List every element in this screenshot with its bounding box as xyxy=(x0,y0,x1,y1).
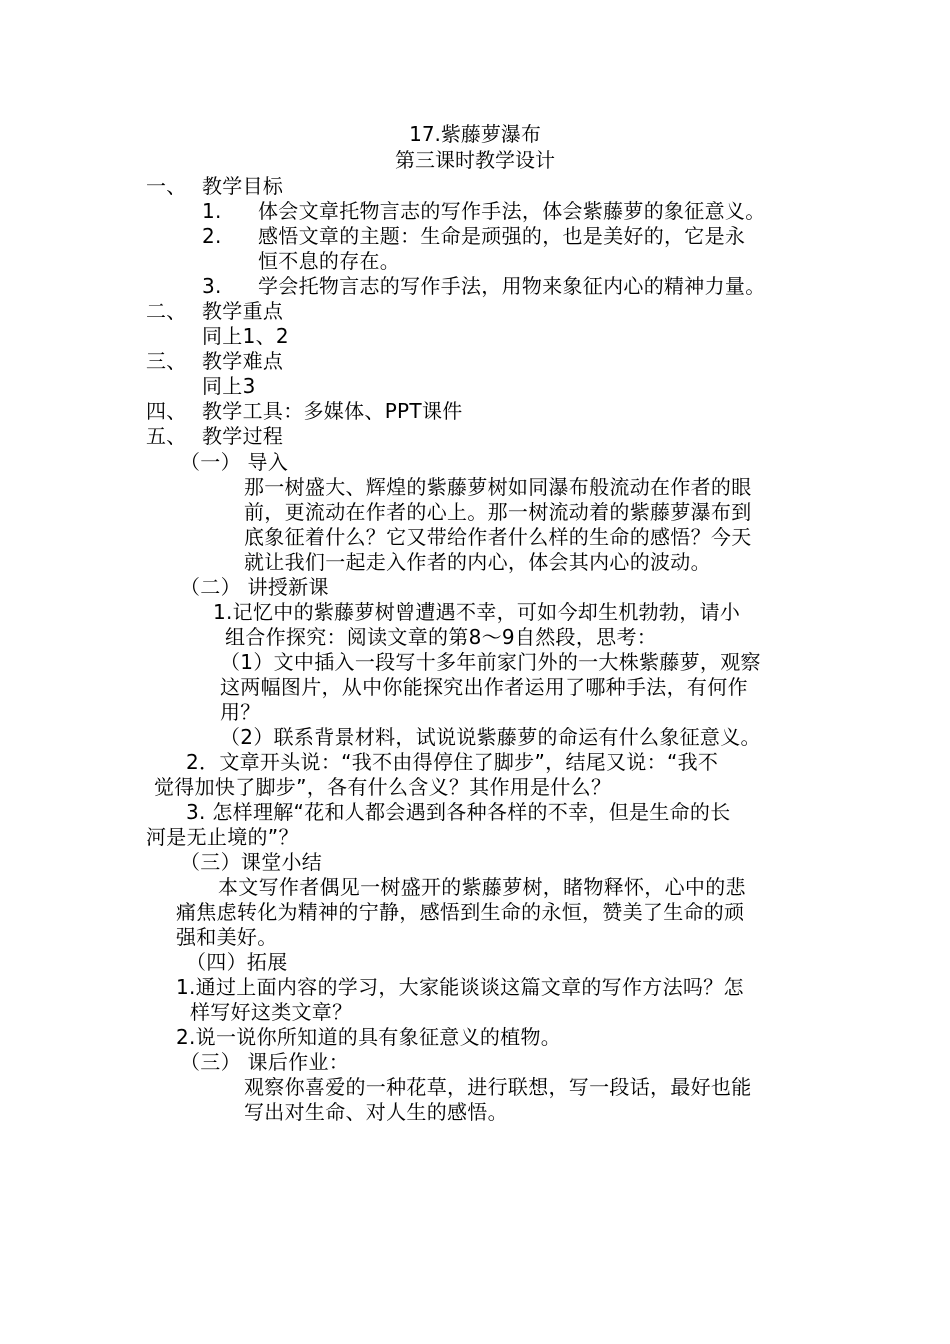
part-2-heading: （二） 讲授新课 xyxy=(180,575,329,599)
part-3-heading: （三）课堂小结 xyxy=(180,850,323,874)
part-1-line-1: 那一树盛大、辉煌的紫藤萝树如同瀑布般流动在作者的眼 xyxy=(244,475,752,499)
section-3-number: 三、 xyxy=(146,349,187,373)
section-4-heading: 教学工具：多媒体、PPT课件 xyxy=(202,399,463,423)
question-1b: （2）联系背景材料，试说说紫藤萝的命运有什么象征意义。 xyxy=(220,725,761,749)
question-1-line-1: 1.记忆中的紫藤萝树曾遭遇不幸，可如今却生机勃勃，请小 xyxy=(213,600,741,624)
goal-1-number: 1. xyxy=(202,199,222,223)
part-1-heading: （一） 导入 xyxy=(180,450,289,474)
section-3-body: 同上3 xyxy=(202,374,256,398)
section-2-heading: 教学重点 xyxy=(202,299,284,323)
question-1-line-2: 组合作探究：阅读文章的第8～9自然段，思考： xyxy=(225,625,658,649)
homework-line-1: 观察你喜爱的一种花草，进行联想，写一段话，最好也能 xyxy=(244,1075,752,1099)
extension-2: 2.说一说你所知道的具有象征意义的植物。 xyxy=(176,1025,562,1049)
question-1a-line-3: 用？ xyxy=(220,700,261,724)
question-3-line-1: 3. 怎样理解“花和人都会遇到各种各样的不幸，但是生命的长 xyxy=(186,800,731,824)
homework-line-2: 写出对生命、对人生的感悟。 xyxy=(244,1100,508,1124)
question-2-line-2: 觉得加快了脚步”，各有什么含义？其作用是什么？ xyxy=(154,775,612,799)
section-1-number: 一、 xyxy=(146,174,187,198)
question-1a-line-1: （1）文中插入一段写十多年前家门外的一大株紫藤萝，观察 xyxy=(220,650,761,674)
extension-1-line-1: 1.通过上面内容的学习，大家能谈谈这篇文章的写作方法吗？怎 xyxy=(176,975,744,999)
goal-3-number: 3. xyxy=(202,274,222,298)
part-1-line-2: 前，更流动在作者的心上。那一树流动着的紫藤萝瀑布到 xyxy=(244,500,752,524)
goal-2-text: 感悟文章的主题：生命是顽强的，也是美好的，它是永 xyxy=(258,224,746,248)
question-1a-line-2: 这两幅图片，从中你能探究出作者运用了哪种手法，有何作 xyxy=(220,675,748,699)
goal-3-text: 学会托物言志的写作手法，用物来象征内心的精神力量。 xyxy=(258,274,766,298)
goal-2-number: 2. xyxy=(202,224,222,248)
section-1-heading: 教学目标 xyxy=(202,174,284,198)
part-1-line-3: 底象征着什么？它又带给作者什么样的生命的感悟？今天 xyxy=(244,525,752,549)
part-3-line-3: 强和美好。 xyxy=(176,925,278,949)
section-4-number: 四、 xyxy=(146,399,187,423)
section-3-heading: 教学难点 xyxy=(202,349,284,373)
goal-2-text-cont: 恒不息的存在。 xyxy=(258,249,401,273)
document-subtitle: 第三课时教学设计 xyxy=(395,148,555,172)
part-5-heading: （三） 课后作业： xyxy=(180,1050,350,1074)
part-4-heading: （四）拓展 xyxy=(186,950,288,974)
question-3-line-2: 河是无止境的”？ xyxy=(146,825,299,849)
section-2-body: 同上1、2 xyxy=(202,324,289,348)
part-3-line-1: 本文写作者偶见一树盛开的紫藤萝树，睹物释怀，心中的悲 xyxy=(218,875,746,899)
goal-1-text: 体会文章托物言志的写作手法，体会紫藤萝的象征意义。 xyxy=(258,199,766,223)
section-5-number: 五、 xyxy=(146,424,187,448)
extension-1-line-2: 样写好这类文章？ xyxy=(190,1000,353,1024)
section-2-number: 二、 xyxy=(146,299,187,323)
section-5-heading: 教学过程 xyxy=(202,424,284,448)
document-title: 17.紫藤萝瀑布 xyxy=(409,122,541,146)
part-1-line-4: 就让我们一起走入作者的内心，体会其内心的波动。 xyxy=(244,550,711,574)
question-2-line-1: 2．文章开头说：“我不由得停住了脚步”，结尾又说：“我不 xyxy=(186,750,719,774)
part-3-line-2: 痛焦虑转化为精神的宁静，感悟到生命的永恒，赞美了生命的顽 xyxy=(176,900,745,924)
